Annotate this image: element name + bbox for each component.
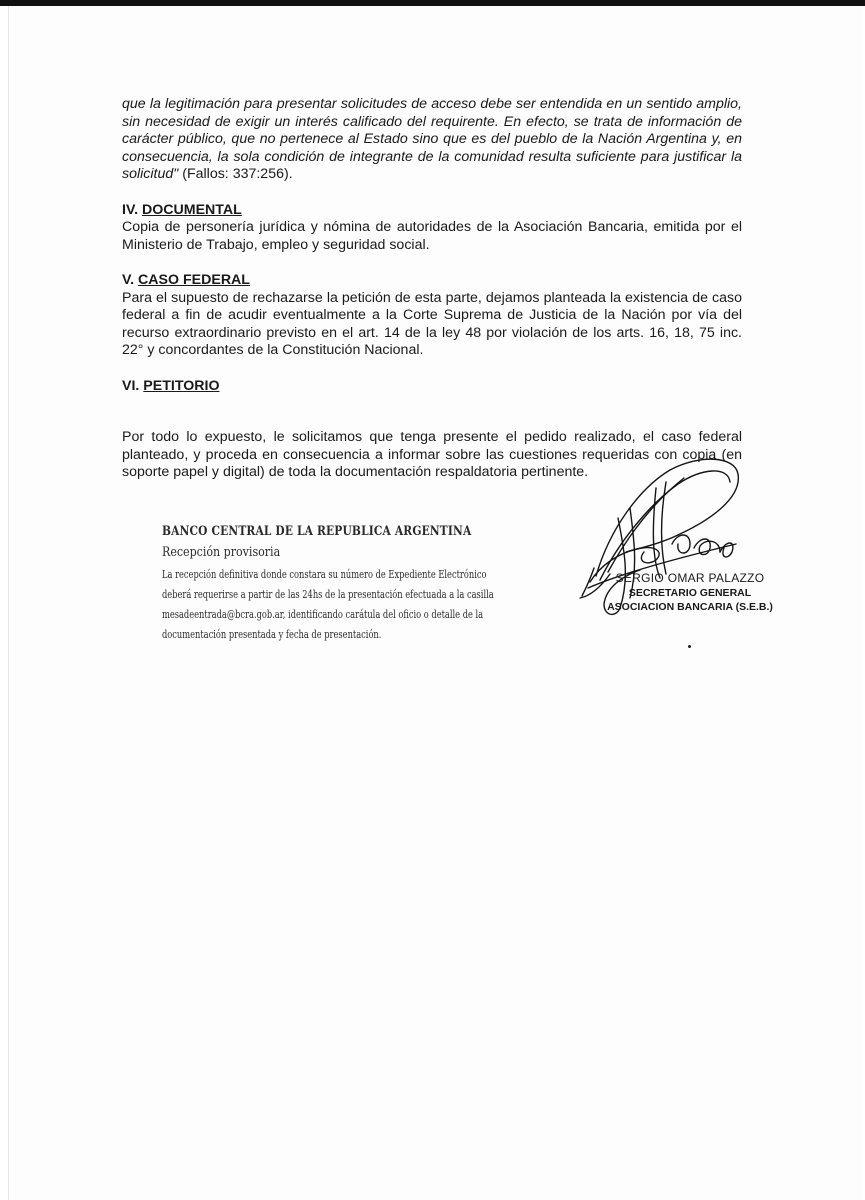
stamp-line: La recepción definitiva donde constara su número de Expediente Electrónico <box>162 567 487 581</box>
document-body <box>122 96 742 482</box>
section-v-heading <box>122 272 742 290</box>
section-vi-title: PETITORIO <box>143 377 220 394</box>
section-vi-body: Por todo lo expuesto, le solicitamos que tenga presente el pedido realizado, el caso federal planteado, y proceda en consecuencia a informar sobre las cuestiones requeridas con copia (en soporte papel y digital) de toda la documentación respaldatoria pertinente. <box>122 429 742 480</box>
stamp-subtitle: Recepción provisoria <box>162 545 281 560</box>
intro-quote: que la legitimación para presentar solicitudes de acceso debe ser entendida en un sentido amplio, sin necesidad de exigir un interés calificado del requirente. En efecto, se trata de información de carácter público, que no pertenece al Estado sino que es del pueblo de la Nación Argentina y, en consecuencia, la sola condición de integrante de la comunidad resulta suficiente para justificar la solicitud" <box>122 96 742 182</box>
section-v-body: Para el supuesto de rechazarse la petición de esta parte, dejamos planteada la existencia de caso federal a fin de acudir eventualmente a la Corte Suprema de Justicia de la Nación por vía del recurso extraordinario previsto en el art. 14 de la ley 48 por violación de los arts. 16, 18, 75 inc. 22° y concordantes de la Constitución Nacional. <box>122 289 742 358</box>
signature-drawing <box>560 448 760 658</box>
section-vi-number: VI. <box>122 377 144 394</box>
section-iv-body: Copia de personería jurídica y nómina de autoridades de la Asociación Bancaria, emitida por el Ministerio de Trabajo, empleo y seguridad social. <box>122 219 742 253</box>
section-iv-title: DOCUMENTAL <box>142 201 242 218</box>
signatory-role: SECRETARIO GENERAL <box>628 587 752 599</box>
handwritten-signature <box>560 448 760 658</box>
bcra-reception-stamp <box>162 524 492 644</box>
section-vi-heading <box>122 378 742 396</box>
signatory-block <box>590 571 790 613</box>
section-iv-number: IV. <box>122 201 142 218</box>
section-v-number: V. <box>122 272 139 288</box>
stamp-line: documentación presentada y fecha de presentación. <box>162 627 382 641</box>
section-iv-heading <box>122 202 742 220</box>
section-v-title: CASO FEDERAL <box>138 272 250 288</box>
stamp-line: deberá requerirse a partir de las 24hs de la presentación efectuada a la casilla <box>162 587 494 601</box>
signatory-name: SERGIO OMAR PALAZZO <box>615 571 765 585</box>
intro-citation: (Fallos: 337:256). <box>178 166 293 182</box>
intro-paragraph <box>122 96 742 184</box>
stamp-title: BANCO CENTRAL DE LA REPUBLICA ARGENTINA <box>162 524 472 539</box>
signatory-organization: ASOCIACION BANCARIA (S.E.B.) <box>607 601 773 613</box>
stamp-line: mesadeentrada@bcra.gob.ar, identificando carátula del oficio o detalle de la <box>162 607 484 621</box>
stamp-text <box>162 564 492 644</box>
ink-dot <box>688 645 691 648</box>
